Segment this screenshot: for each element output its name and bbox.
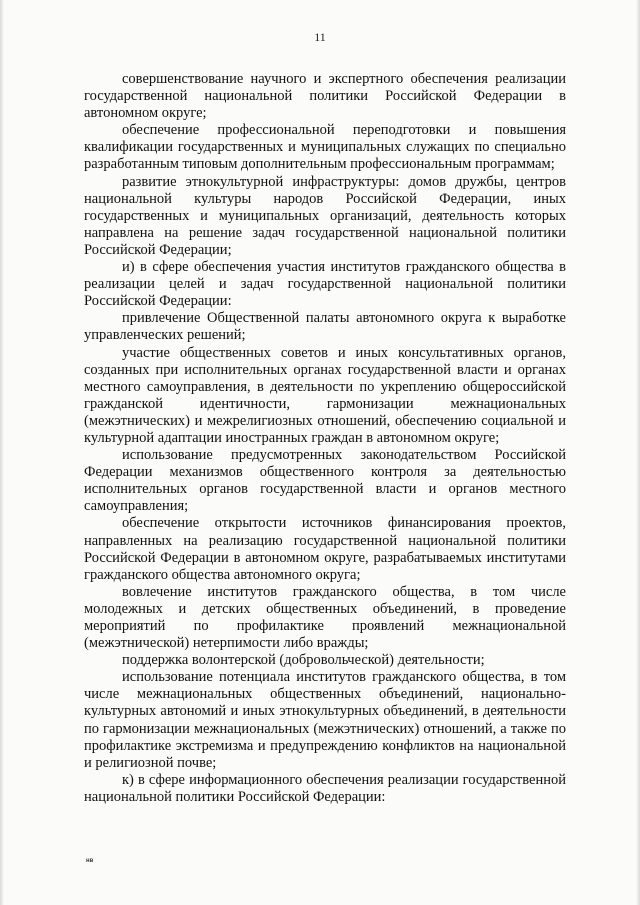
paragraph: вовлечение институтов гражданского общества, в том числе молодежных и детских общественных объединений, в проведение мероприятий по профилактике проявлений межнациональной (межэтнической) нетерпимости либо вражды;	[84, 583, 566, 652]
page-number: 11	[314, 30, 326, 44]
paragraph: совершенствование научного и экспертного обеспечения реализации государственной национальной политики Российской Федерации в автономном округе;	[84, 71, 566, 122]
page-edge-right	[636, 0, 640, 905]
page-edge-left	[0, 0, 4, 905]
paragraph: участие общественных советов и иных консультативных органов, созданных при исполнительных органах государственной власти и органах местного самоуправления, в деятельности по укреплению общероссийской гражданской идентичности, гармонизации межнациональных (межэтнических) и межрелигиозных отношений, обеспечению социальной и культурной адаптации иностранных граждан в автономном округе;	[84, 344, 566, 446]
paragraph: обеспечение профессиональной переподготовки и повышения квалификации государственных и муниципальных служащих по специально разработанным типовым дополнительным профессиональным программам;	[84, 122, 566, 173]
paragraph: использование потенциала институтов гражданского общества, в том числе межнациональных общественных объединений, национально-культурных автономий и иных этнокультурных объединений, в деятельности по гармонизации межнациональных (межэтнических) отношений, а также по профилактике экстремизма и предупреждению конфликтов на национальной и религиозной почве;	[84, 669, 566, 771]
paragraph: к) в сфере информационного обеспечения реализации государственной национальной политики Российской Федерации:	[84, 771, 566, 805]
document-body	[84, 71, 566, 806]
paragraph: привлечение Общественной палаты автономного округа к выработке управленческих решений;	[84, 310, 566, 344]
footer-mark: нв	[86, 858, 94, 864]
paragraph: использование предусмотренных законодательством Российской Федерации механизмов общественного контроля за деятельностью исполнительных органов государственной власти и органов местного самоуправления;	[84, 447, 566, 515]
paragraph: поддержка волонтерской (добровольческой) деятельности;	[122, 652, 485, 669]
paragraph: обеспечение открытости источников финансирования проектов, направленных на реализацию государственной национальной политики Российской Федерации в автономном округе, разрабатываемых институтами гражданского общества автономного округа;	[84, 515, 566, 583]
paragraph: развитие этнокультурной инфраструктуры: домов дружбы, центров национальной культуры народов Российской Федерации, иных государственных и муниципальных организаций, деятельность которых направлена на решение задач государственной национальной политики Российской Федерации;	[84, 173, 566, 258]
paragraph: и) в сфере обеспечения участия институтов гражданского общества в реализации целей и задач государственной национальной политики Российской Федерации:	[84, 259, 566, 310]
